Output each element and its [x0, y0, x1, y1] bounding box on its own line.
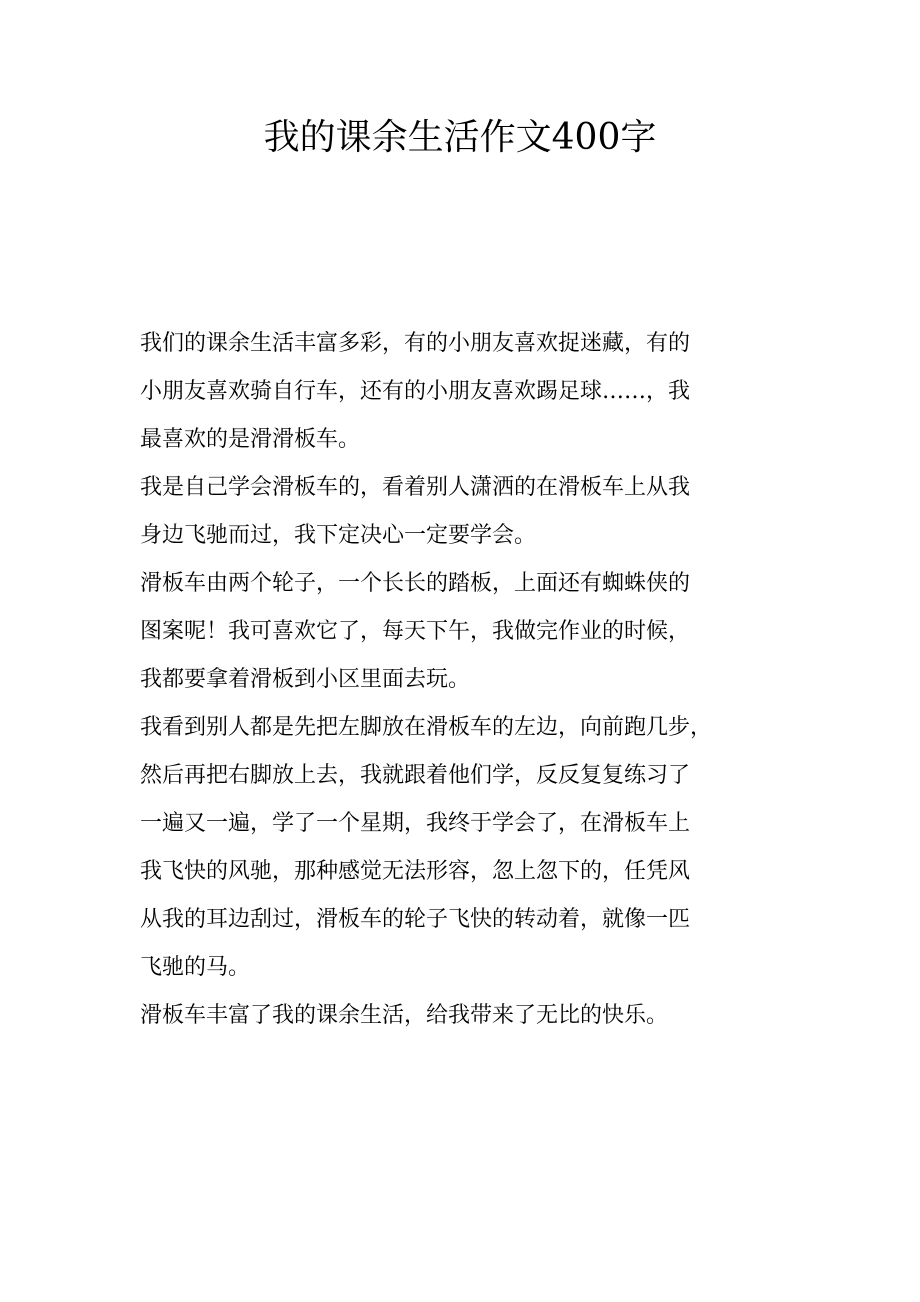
text-line: 滑板车丰富了我的课余生活，给我带来了无比的快乐。	[140, 1003, 669, 1028]
text-line: 然后再把右脚放上去，我就跟着他们学，反反复复练习了	[140, 763, 691, 788]
text-line: 图案呢！我可喜欢它了，每天下午，我做完作业的时候，	[140, 619, 691, 644]
text-line: 我都要拿着滑板到小区里面去玩。	[140, 667, 471, 692]
text-line: 身边飞驰而过，我下定决心一定要学会。	[140, 523, 537, 548]
text-line: 从我的耳边刮过，滑板车的轮子飞快的转动着，就像一匹	[140, 907, 691, 932]
document-title: 我的课余生活作文400字	[263, 117, 657, 158]
text-line: 一遍又一遍，学了一个星期，我终于学会了，在滑板车上	[140, 811, 691, 836]
paragraph-3	[140, 560, 776, 704]
text-line: 飞驰的马。	[140, 955, 251, 980]
paragraph-5	[140, 992, 776, 1040]
text-line: 我们的课余生活丰富多彩，有的小朋友喜欢捉迷藏，有的	[140, 331, 691, 356]
paragraph-1	[140, 320, 776, 464]
text-line: 小朋友喜欢骑自行车，还有的小朋友喜欢踢足球……，我	[140, 379, 691, 404]
paragraph-2	[140, 464, 776, 560]
text-line: 滑板车由两个轮子，一个长长的踏板，上面还有蜘蛛侠的	[140, 571, 691, 596]
text-line: 我看到别人都是先把左脚放在滑板车的左边，向前跑几步，	[140, 715, 713, 740]
paragraph-4	[140, 704, 776, 992]
document-body	[140, 320, 776, 1040]
text-line: 最喜欢的是滑滑板车。	[140, 427, 361, 452]
text-line: 我是自己学会滑板车的，看着别人潇洒的在滑板车上从我	[140, 475, 691, 500]
text-line: 我飞快的风驰，那种感觉无法形容，忽上忽下的，任凭风	[140, 859, 691, 884]
